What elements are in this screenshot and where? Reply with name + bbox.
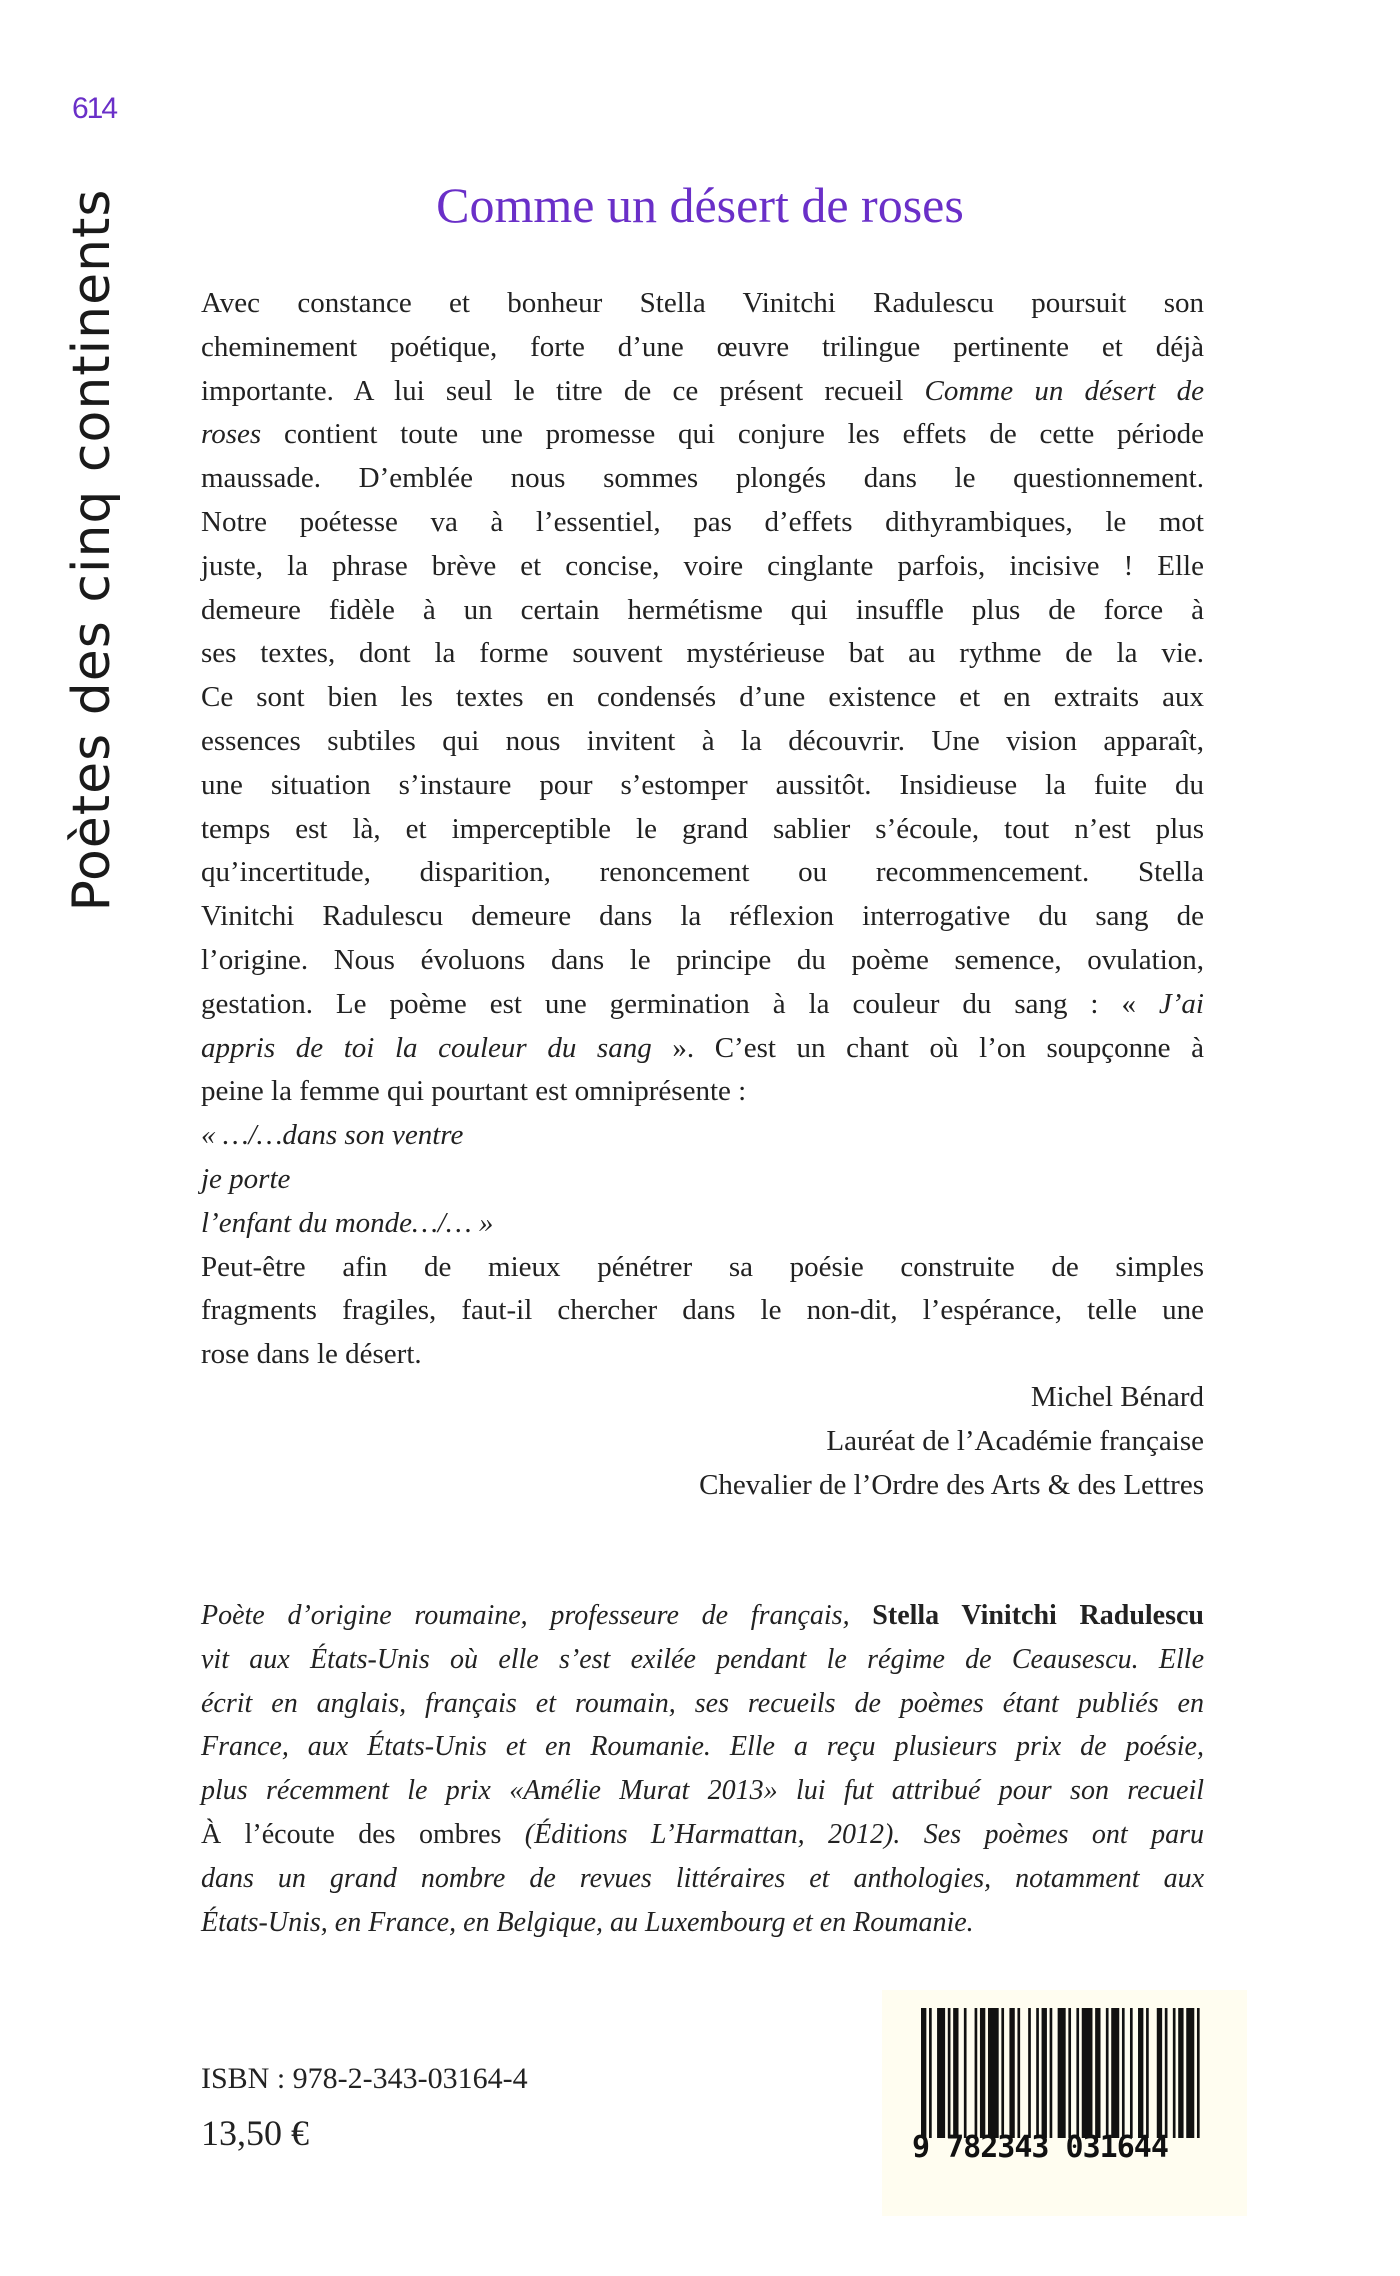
- text-segment: cheminement poétique, forte d’une œuvre trilingue pertinente et déjà: [201, 330, 1204, 363]
- barcode-bar: [1042, 2008, 1047, 2138]
- review-line: [201, 631, 1204, 675]
- review-line: [201, 544, 1204, 588]
- review-line: [201, 938, 1204, 982]
- text-segment: J’ai: [1158, 987, 1204, 1020]
- text-segment: je porte: [201, 1163, 291, 1195]
- text-segment: importante. A lui seul le titre de ce présent recueil: [201, 374, 925, 407]
- barcode-bar: [1186, 2008, 1194, 2138]
- text-segment: fragments fragiles, faut-il chercher dans le non-dit, l’espérance, telle une: [201, 1294, 1204, 1327]
- review-line: [201, 412, 1204, 456]
- barcode-bar: [1122, 2008, 1125, 2138]
- text-segment: Comme un désert de: [924, 374, 1204, 407]
- barcode-bar: [929, 2008, 932, 2138]
- bio-line: [201, 1638, 1204, 1682]
- barcode-bar: [1146, 2008, 1149, 2138]
- review-line: [201, 456, 1204, 500]
- barcode-bar: [964, 2008, 967, 2138]
- barcode-bar: [1173, 2008, 1176, 2138]
- text-segment: gestation. Le poème est une germination à la couleur du sang : «: [201, 987, 1159, 1020]
- text-segment: demeure fidèle à un certain hermétisme qui insuffle plus de force à: [201, 593, 1204, 626]
- text-segment: Vinitchi Radulescu demeure dans la réflexion interrogative du sang de: [201, 900, 1204, 933]
- text-segment: vit aux États-Unis où elle s’est exilée pendant le régime de Ceausescu. Elle: [201, 1643, 1204, 1675]
- barcode-bar: [1106, 2008, 1109, 2138]
- text-segment: essences subtiles qui nous invitent à la découvrir. Une vision apparaît,: [201, 725, 1204, 757]
- review-line: [201, 325, 1204, 369]
- barcode-bar: [921, 2008, 926, 2138]
- text-segment: qu’incertitude, disparition, renoncement ou recommencement. Stella: [201, 856, 1204, 889]
- barcode: [882, 1990, 1247, 2216]
- text-segment: À l’écoute des ombres: [201, 1819, 525, 1850]
- bio-line: [201, 1725, 1204, 1769]
- text-segment: plus récemment le prix «Amélie Murat 2013» lui fut attribué pour son recueil: [201, 1775, 1204, 1807]
- signature-title-1: Lauréat de l’Académie française: [826, 1425, 1204, 1457]
- review-line: [201, 281, 1204, 325]
- text-segment: États-Unis, en France, en Belgique, au Luxembourg et en Roumanie.: [201, 1906, 974, 1938]
- barcode-bar: [953, 2008, 958, 2138]
- barcode-digits: 9 782343 031644: [912, 2130, 1168, 2165]
- barcode-bar: [1178, 2008, 1183, 2138]
- signature-name: Michel Bénard: [1030, 1381, 1204, 1413]
- text-segment: juste, la phrase brève et concise, voire cinglante parfois, incisive ! Elle: [201, 549, 1204, 582]
- barcode-bar: [1095, 2008, 1100, 2138]
- text-segment: temps est là, et imperceptible le grand sablier s’écoule, tout n’est plus: [201, 812, 1204, 845]
- review-line: [201, 1026, 1204, 1070]
- review-line: [201, 1069, 1204, 1113]
- barcode-bar: [1058, 2008, 1066, 2138]
- text-segment: Ce sont bien les textes en condensés d’une existence et en extraits aux: [201, 681, 1204, 714]
- barcode-bar: [1036, 2008, 1039, 2138]
- text-segment: dans un grand nombre de revues littéraires et anthologies, notamment aux: [201, 1862, 1204, 1894]
- bio-line: [201, 1857, 1204, 1901]
- price: 13,50 €: [201, 2113, 309, 2153]
- review-line: [201, 1332, 1204, 1376]
- barcode-bar: [1138, 2008, 1143, 2138]
- barcode-bar: [1001, 2008, 1004, 2138]
- bio-line: [201, 1594, 1204, 1638]
- barcode-bar: [1009, 2008, 1014, 2138]
- text-segment: Stella Vinitchi Radulescu: [872, 1600, 1204, 1631]
- text-segment: Notre poétesse va à l’essentiel, pas d’effets dithyrambiques, le mot: [201, 506, 1204, 538]
- review-line: [201, 369, 1204, 413]
- review-line: [201, 588, 1204, 632]
- text-segment: l’enfant du monde…/… »: [201, 1206, 494, 1239]
- text-segment: une situation s’instaure pour s’estomper aussitôt. Insidieuse la fuite du: [201, 768, 1204, 801]
- signature-title-2: Chevalier de l’Ordre des Arts & des Lettres: [699, 1469, 1204, 1501]
- barcode-bar: [1076, 2008, 1079, 2138]
- text-segment: « …/…dans son ventre: [201, 1119, 464, 1152]
- series-number: 614: [72, 92, 117, 125]
- review-line: [201, 850, 1204, 894]
- barcode-bar: [1165, 2008, 1168, 2138]
- text-segment: peine la femme qui pourtant est omniprésente :: [201, 1075, 747, 1108]
- text-segment: (Éditions L’Harmattan, 2012). Ses poèmes ont paru: [524, 1819, 1204, 1850]
- review-line: [201, 1288, 1204, 1332]
- text-segment: contient toute une promesse qui conjure les effets de cette période: [261, 418, 1204, 451]
- barcode-bar: [1017, 2008, 1020, 2138]
- barcode-bar: [980, 2008, 985, 2138]
- barcode-bar: [1028, 2008, 1031, 2138]
- review-line: [201, 894, 1204, 938]
- barcode-bar: [1082, 2008, 1093, 2138]
- barcode-bar: [975, 2008, 978, 2138]
- text-segment: Poète d’origine roumaine, professeure de français,: [201, 1600, 873, 1631]
- barcode-bar: [1130, 2008, 1133, 2138]
- text-segment: ses textes, dont la forme souvent mystérieuse bat au rythme de la vie.: [201, 637, 1204, 670]
- text-segment: rose dans le désert.: [201, 1338, 422, 1371]
- barcode-bar: [1111, 2008, 1119, 2138]
- text-segment: écrit en anglais, français et roumain, ses recueils de poèmes étant publiés en: [201, 1687, 1204, 1719]
- barcode-bar: [1157, 2008, 1162, 2138]
- text-segment: roses: [201, 418, 262, 451]
- review-line: [201, 675, 1204, 719]
- barcode-bar: [1197, 2008, 1200, 2138]
- review-line: [201, 500, 1204, 544]
- bio-line: [201, 1769, 1204, 1813]
- review-line: [201, 763, 1204, 807]
- review-line: [201, 719, 1204, 763]
- bio-line: [201, 1682, 1204, 1726]
- review-line: [201, 807, 1204, 851]
- barcode-bar: [937, 2008, 945, 2138]
- text-segment: maussade. D’emblée nous sommes plongés dans le questionnement.: [201, 462, 1204, 495]
- barcode-bar: [1050, 2008, 1053, 2138]
- review-line: [201, 1201, 1204, 1245]
- text-segment: appris de toi la couleur du sang: [201, 1031, 652, 1064]
- book-title: Comme un désert de roses: [436, 177, 964, 233]
- barcode-bar: [1068, 2008, 1071, 2138]
- barcode-bar: [988, 2008, 999, 2138]
- review-line: [201, 982, 1204, 1026]
- bio-line: [201, 1901, 1204, 1945]
- text-segment: ». C’est un chant où l’on soupçonne à: [651, 1031, 1204, 1064]
- review-line: [201, 1157, 1204, 1201]
- isbn: ISBN : 978-2-343-03164-4: [201, 2062, 528, 2095]
- review-line: [201, 1113, 1204, 1157]
- collection-name: Poètes des cinq continents: [62, 188, 122, 912]
- text-segment: France, aux États-Unis et en Roumanie. Elle a reçu plusieurs prix de poésie,: [201, 1731, 1204, 1763]
- barcode-bar: [948, 2008, 951, 2138]
- review-line: [201, 1245, 1204, 1289]
- bio-line: [201, 1813, 1204, 1857]
- text-segment: Peut-être afin de mieux pénétrer sa poésie construite de simples: [201, 1250, 1204, 1283]
- text-segment: l’origine. Nous évoluons dans le principe du poème semence, ovulation,: [201, 944, 1204, 976]
- text-segment: Avec constance et bonheur Stella Vinitchi Radulescu poursuit son: [201, 287, 1204, 319]
- barcode-bars: [921, 2008, 1205, 2138]
